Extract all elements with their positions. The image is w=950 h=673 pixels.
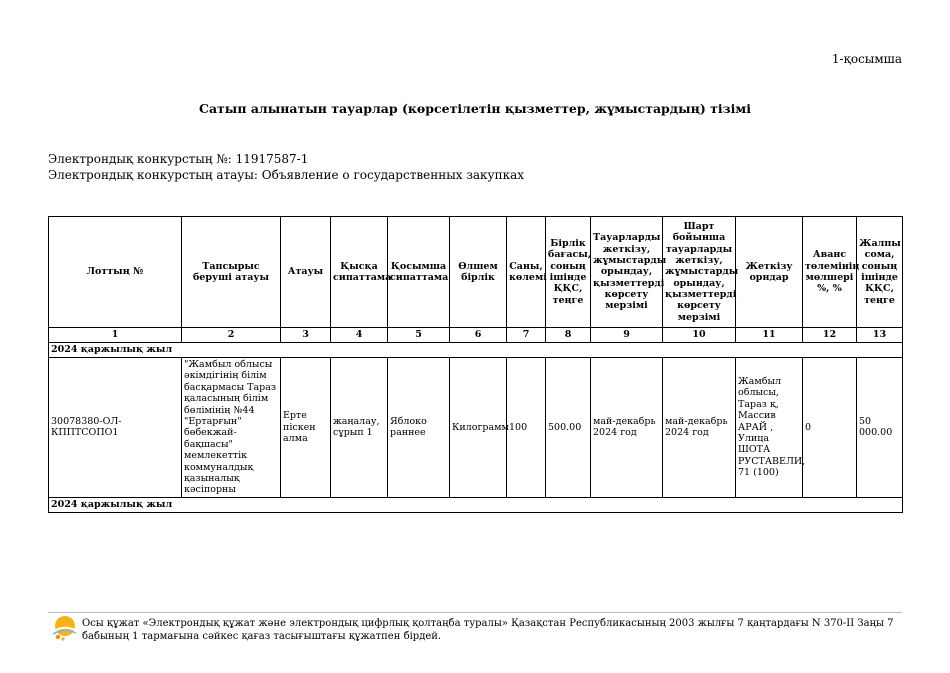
col-header: Қысқа сипаттама [331, 217, 388, 328]
col-header: Тауарларды жеткізу, жұмыстарды орындау, қызметтерді көрсету мерзімі [591, 217, 663, 328]
cell-delivery-term: май-декабрь 2024 год [591, 358, 663, 498]
column-number: 9 [591, 328, 663, 343]
col-header: Жалпы сома, соның ішінде ҚҚС, теңге [857, 217, 903, 328]
col-header: Аванс төлемінің мөлшері %, % [803, 217, 857, 328]
col-header: Тапсырыс беруші атауы [182, 217, 281, 328]
column-number: 3 [281, 328, 331, 343]
cell-short-description: жаңалау, сұрып 1 [331, 358, 388, 498]
year-group-row [49, 497, 903, 512]
column-number: 10 [663, 328, 736, 343]
cell-name: Ерте піскен алма [281, 358, 331, 498]
footer-legal-text: Осы құжат «Электрондық құжат және электрондық цифрлық қолтаңба туралы» Қазақстан Республикасының 2003 жылғы 7 қаңтардағы N 370-II Заңы 7 бабының 1 тармағына сәйкес қағаз тасығыштағы құжатпен бірдей. [82, 618, 894, 642]
column-number: 7 [507, 328, 546, 343]
column-number: 6 [450, 328, 507, 343]
cell-lot-number: 30078380-ОЛ-КППТСОПО1 [49, 358, 182, 498]
year-group-row [49, 343, 903, 358]
document-title: Сатып алынатын тауарлар (көрсетілетін қызметтер, жұмыстардың) тізімі [199, 101, 751, 116]
column-number: 2 [182, 328, 281, 343]
col-header: Лоттың № [49, 217, 182, 328]
column-number: 8 [546, 328, 591, 343]
column-number: 13 [857, 328, 903, 343]
cell-total: 50 000.00 [857, 358, 903, 498]
table-header-row [49, 217, 903, 328]
column-number: 5 [388, 328, 450, 343]
cell-advance: 0 [803, 358, 857, 498]
col-header: Өлшем бірлік [450, 217, 507, 328]
col-header: Бірлік бағасы, соның ішінде ҚҚС, теңге [546, 217, 591, 328]
contest-number: Электрондық конкурстың №: 11917587-1 [48, 152, 309, 166]
year-group-label: 2024 қаржылық жыл [49, 497, 903, 512]
cell-delivery-place: Жамбыл облысы, Тараз қ, Массив АРАЙ , Улица ШОТА РУСТАВЕЛИ, 71 (100) [736, 358, 803, 498]
footer-divider [48, 612, 902, 613]
column-number: 12 [803, 328, 857, 343]
col-header: Атауы [281, 217, 331, 328]
contest-name: Электрондық конкурстың атауы: Объявление о государственных закупках [48, 168, 525, 182]
table-row [49, 358, 903, 498]
cell-extra-description: Яблоко раннее [388, 358, 450, 498]
cell-contract-term: май-декабрь 2024 год [663, 358, 736, 498]
cell-unit: Килограмм [450, 358, 507, 498]
column-number: 11 [736, 328, 803, 343]
col-header: Саны, көлемі [507, 217, 546, 328]
column-number-row [49, 328, 903, 343]
col-header: Шарт бойынша тауарларды жеткізу, жұмыстарды орындау, қызметтерді көрсету мерзімі [663, 217, 736, 328]
col-header: Жеткізу орндар [736, 217, 803, 328]
column-number: 4 [331, 328, 388, 343]
cell-unit-price: 500.00 [546, 358, 591, 498]
egov-logo-icon [51, 614, 77, 642]
appendix-label: 1-қосымша [831, 52, 902, 66]
cell-customer: "Жамбыл облысы әкімдігінің білім басқармасы Тараз қаласының білім бөлімінің №44 "Ертарғын" бөбекжай-бақшасы" мемлекеттік коммуналдық қазыналық кәсіпорны [182, 358, 281, 498]
cell-quantity: 100 [507, 358, 546, 498]
year-group-label: 2024 қаржылық жыл [49, 343, 903, 358]
col-header: Қосымша сипаттама [388, 217, 450, 328]
lots-table [48, 216, 903, 513]
column-number: 1 [49, 328, 182, 343]
